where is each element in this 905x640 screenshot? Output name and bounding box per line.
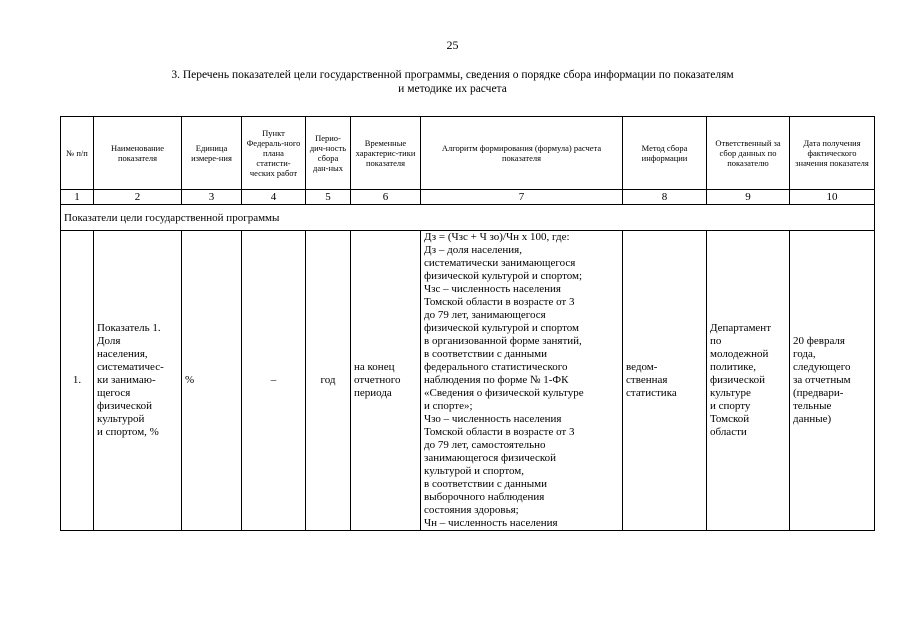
text-line: ведом- [626,361,658,373]
text-line: ственная [626,374,668,386]
text-line: данные) [793,413,832,425]
text-line: физической [97,400,152,412]
text-line: политике, [710,361,757,373]
col-number: 4 [242,190,306,205]
col-number: 8 [623,190,707,205]
text-line: систематичес- [97,361,164,373]
plan-item-cell: – [242,231,306,531]
date-cell [790,231,875,531]
text-line: занимающегося физической [424,452,557,464]
text-line: отчетного [354,374,401,386]
text-line: Чзо – численность населения [424,413,562,425]
text-line: «Сведения о физической культуре [424,387,584,399]
title-line-1: 3. Перечень показателей цели государственной программы, сведения о порядке сбора информации по показателям [171,69,734,81]
text-line: федерального статистического [424,361,568,373]
column-number-row [61,190,875,205]
col-number: 7 [421,190,623,205]
responsible-cell [707,231,790,531]
section-title: Показатели цели государственной программы [61,205,875,231]
text-line: и спортом, % [97,426,159,438]
col-header-algorithm: Алгоритм формирования (формула) расчета показателя [421,117,623,190]
col-number: 3 [182,190,242,205]
text-line: состояния здоровья; [424,504,519,516]
periodicity-cell: год [306,231,351,531]
text-line: в организованной форме занятий, [424,335,582,347]
title-line-2: и методике их расчета [398,83,507,95]
page-number: 25 [446,38,459,52]
text-line: физической культурой и спортом [424,322,580,334]
text-line: Департамент [710,322,772,334]
col-number: 5 [306,190,351,205]
text-line: Доля [97,335,121,347]
text-line: за отчетным [793,374,851,386]
text-line: Чзс – численность населения [424,283,561,295]
unit-cell: % [182,231,242,531]
text-line: на конец [354,361,395,373]
text-line: периода [354,387,392,399]
time-characteristics [351,231,421,531]
text-line: до 79 лет, самостоятельно [424,439,546,451]
header-row [61,117,875,190]
row-number: 1. [61,231,94,531]
algorithm-cell [421,231,623,531]
section-row [61,205,875,231]
col-number: 10 [790,190,875,205]
text-line: Дз = (Чзс + Ч зо)/Чн х 100, где: [424,231,570,243]
text-line: культуре [710,387,751,399]
text-line: культурой [97,413,145,425]
col-header-responsible: Ответственный за сбор данных по показателю [707,117,790,190]
col-number: 1 [61,190,94,205]
col-header-number: № п/п [61,117,94,190]
text-line: (предвари- [793,387,844,399]
col-header-date: Дата получения фактического значения показателя [790,117,875,190]
text-line: в соответствии с данными [424,348,547,360]
text-line: и спорту [710,400,751,412]
document-title [100,68,805,96]
text-line: физической [710,374,765,386]
text-line: области [710,426,747,438]
text-line: молодежной [710,348,769,360]
col-header-periodicity: Перио-дич-ность сбора дан-ных [306,117,351,190]
text-line: Дз – доля населения, [424,244,522,256]
text-line: года, [793,348,816,360]
text-line: Томской области в возрасте от 3 [424,426,575,438]
col-number: 9 [707,190,790,205]
col-header-method: Метод сбора информации [623,117,707,190]
text-line: физической культурой и спортом; [424,270,583,282]
text-line: щегося [97,387,131,399]
text-line: населения, [97,348,148,360]
col-number: 2 [94,190,182,205]
text-line: по [710,335,722,347]
col-number: 6 [351,190,421,205]
text-line: Показатель 1. [97,322,161,334]
indicator-name [94,231,182,531]
method-cell [623,231,707,531]
text-line: в соответствии с данными [424,478,547,490]
text-line: систематически занимающегося [424,257,576,269]
text-line: Чн – численность населения [424,517,558,529]
text-line: следующего [793,361,851,373]
col-header-plan-item: Пункт Федераль-ного плана статисти-ческих работ [242,117,306,190]
indicators-table [60,116,875,531]
text-line: ки занимаю- [97,374,156,386]
text-line: 20 февраля [793,335,845,347]
col-header-name: Наименование показателя [94,117,182,190]
text-line: культурой и спортом, [424,465,525,477]
text-line: и спорте»; [424,400,473,412]
text-line: тельные [793,400,832,412]
text-line: статистика [626,387,677,399]
text-line: Томской области в возрасте от 3 [424,296,575,308]
text-line: до 79 лет, занимающегося [424,309,546,321]
text-line: Томской [710,413,750,425]
table-row [61,231,875,531]
col-header-time: Временные характерис-тики показателя [351,117,421,190]
col-header-unit: Единица измере-ния [182,117,242,190]
text-line: наблюдения по форме № 1-ФК [424,374,569,386]
text-line: выборочного наблюдения [424,491,545,503]
